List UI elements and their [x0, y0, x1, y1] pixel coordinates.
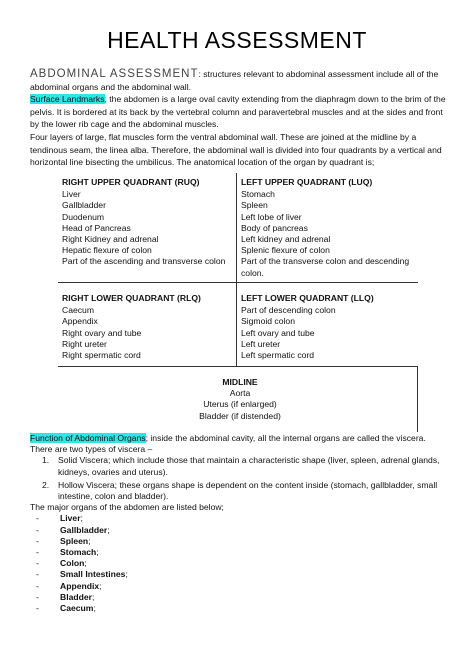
llq-header: LEFT LOWER QUADRANT (LLQ): [241, 293, 374, 303]
viscera-type-text: Solid Viscera; which include those that maintain a characteristic shape (liver, spleen, adrenal glands, kidneys, ovaries and uterus).: [58, 455, 440, 477]
organ-list-item: - Gallbladder;: [36, 524, 110, 535]
ruq-item: Duodenum: [62, 211, 105, 222]
midline-divider-line: [58, 366, 418, 367]
intro-paragraph: [30, 68, 448, 169]
organ-list-item: - Appendix;: [36, 580, 102, 591]
organ-list-item: - Liver;: [36, 513, 83, 524]
luq-item: Left kidney and adrenal: [241, 234, 331, 245]
luq-item: Body of pancreas: [241, 222, 308, 233]
luq-item: Spleen: [241, 200, 268, 211]
organ-list-item: - Small Intestines;: [36, 569, 128, 580]
page-title: HEALTH ASSESSMENT: [107, 27, 367, 53]
organ-list-item: - Bladder;: [36, 591, 95, 602]
ruq-item: Head of Pancreas: [62, 222, 131, 233]
organ-name: Spleen: [60, 535, 89, 546]
luq-item: Splenic flexure of colon: [241, 245, 330, 256]
organ-name: Small Intestines: [60, 569, 126, 580]
section-heading: ABDOMINAL ASSESSMENT: [30, 68, 199, 80]
organ-name: Liver: [60, 513, 81, 524]
midline-header: MIDLINE: [222, 377, 258, 387]
llq-item: Sigmoid colon: [241, 316, 295, 327]
surface-landmarks-label: Surface Landmarks: [30, 94, 105, 105]
muscles-text: Four layers of large, flat muscles form the ventral abdominal wall. These are joined at the midline by a tendinous seam, the linea alba. Therefore, the abdominal wall is divided into four quadrants by a vertical and horizontal line bisecting the umbilicus. The anatomical location of the organ by quadrant is;: [30, 131, 442, 168]
viscera-type-number: 2.: [42, 479, 50, 490]
viscera-type-text: Hollow Viscera; these organs shape is dependent on the content inside (stomach, gallbladder, small intestine, colon and bladder).: [58, 479, 438, 502]
llq-item: Left ureter: [241, 338, 281, 349]
surface-landmarks-text: ; the abdomen is a large oval cavity extending from the diaphragm down to the brim of the pelvis. It is bordered at its back by the vertebral column and paravertebral muscles and at the sides and front by the lower rib cage and the abdominal muscles.: [30, 94, 446, 130]
ruq-item: Hepatic flexure of colon: [62, 245, 152, 256]
ruq-column: [62, 177, 232, 268]
luq-header: LEFT UPPER QUADRANT (LUQ): [241, 177, 373, 187]
ruq-item: Part of the ascending and transverse colon: [62, 256, 226, 267]
midline-side-line: [417, 366, 418, 432]
organ-list-item: - Stomach;: [36, 547, 99, 558]
viscera-type-item: [30, 480, 450, 502]
organ-list-item: - Spleen;: [36, 535, 91, 546]
midline-item: Aorta: [229, 388, 251, 399]
organ-name: Gallbladder: [60, 524, 108, 535]
organ-name: Appendix: [60, 580, 100, 591]
viscera-type-item: [30, 455, 450, 477]
rlq-item: Right ovary and tube: [62, 327, 142, 338]
function-paragraph: [30, 433, 450, 444]
organ-name: Colon: [60, 558, 85, 569]
llq-item: Part of descending colon: [241, 305, 336, 316]
luq-item: Stomach: [241, 189, 275, 200]
organ-name: Caecum: [60, 603, 94, 614]
section-heading-rest: : structures relevant to abdominal assessment include all of the abdominal organs and the abdominal wall.: [30, 69, 439, 92]
function-section: [30, 433, 450, 614]
llq-item: Left spermatic cord: [241, 350, 315, 361]
ruq-item: Right Kidney and adrenal: [62, 234, 159, 245]
luq-item: Part of the transverse colon and descending colon.: [241, 256, 410, 278]
ruq-item: Gallbladder: [62, 200, 106, 211]
viscera-intro: There are two types of viscera –: [30, 444, 153, 455]
rlq-header: RIGHT LOWER QUADRANT (RLQ): [62, 293, 201, 303]
viscera-type-number: 1.: [42, 455, 50, 466]
rlq-column: [62, 293, 232, 361]
function-text: ; inside the abdominal cavity, all the internal organs are called the viscera.: [145, 433, 426, 443]
llq-item: Left ovary and tube: [241, 327, 315, 338]
midline-block: [140, 377, 340, 422]
luq-column: [241, 177, 415, 279]
luq-item: Left lobe of liver: [241, 211, 302, 222]
llq-column: [241, 293, 411, 361]
organ-name: Stomach: [60, 547, 97, 558]
midline-item: Bladder (if distended): [199, 410, 281, 421]
organ-name: Bladder: [60, 591, 92, 602]
rlq-item: Caecum: [62, 305, 94, 316]
rlq-item: Right ureter: [62, 338, 107, 349]
ruq-item: Liver: [62, 189, 81, 200]
organ-list-item: - Caecum;: [36, 603, 96, 614]
rlq-item: Appendix: [62, 316, 98, 327]
midline-item: Uterus (if enlarged): [203, 399, 277, 410]
quadrant-horizontal-line: [58, 282, 418, 283]
rlq-item: Right spermatic cord: [62, 350, 141, 361]
quadrant-vertical-line: [236, 173, 237, 366]
ruq-header: RIGHT UPPER QUADRANT (RUQ): [62, 177, 200, 187]
organs-intro: The major organs of the abdomen are listed below;: [30, 502, 224, 513]
organ-list-item: - Colon;: [36, 558, 87, 569]
function-label: Function of Abdominal Organs: [30, 433, 146, 443]
